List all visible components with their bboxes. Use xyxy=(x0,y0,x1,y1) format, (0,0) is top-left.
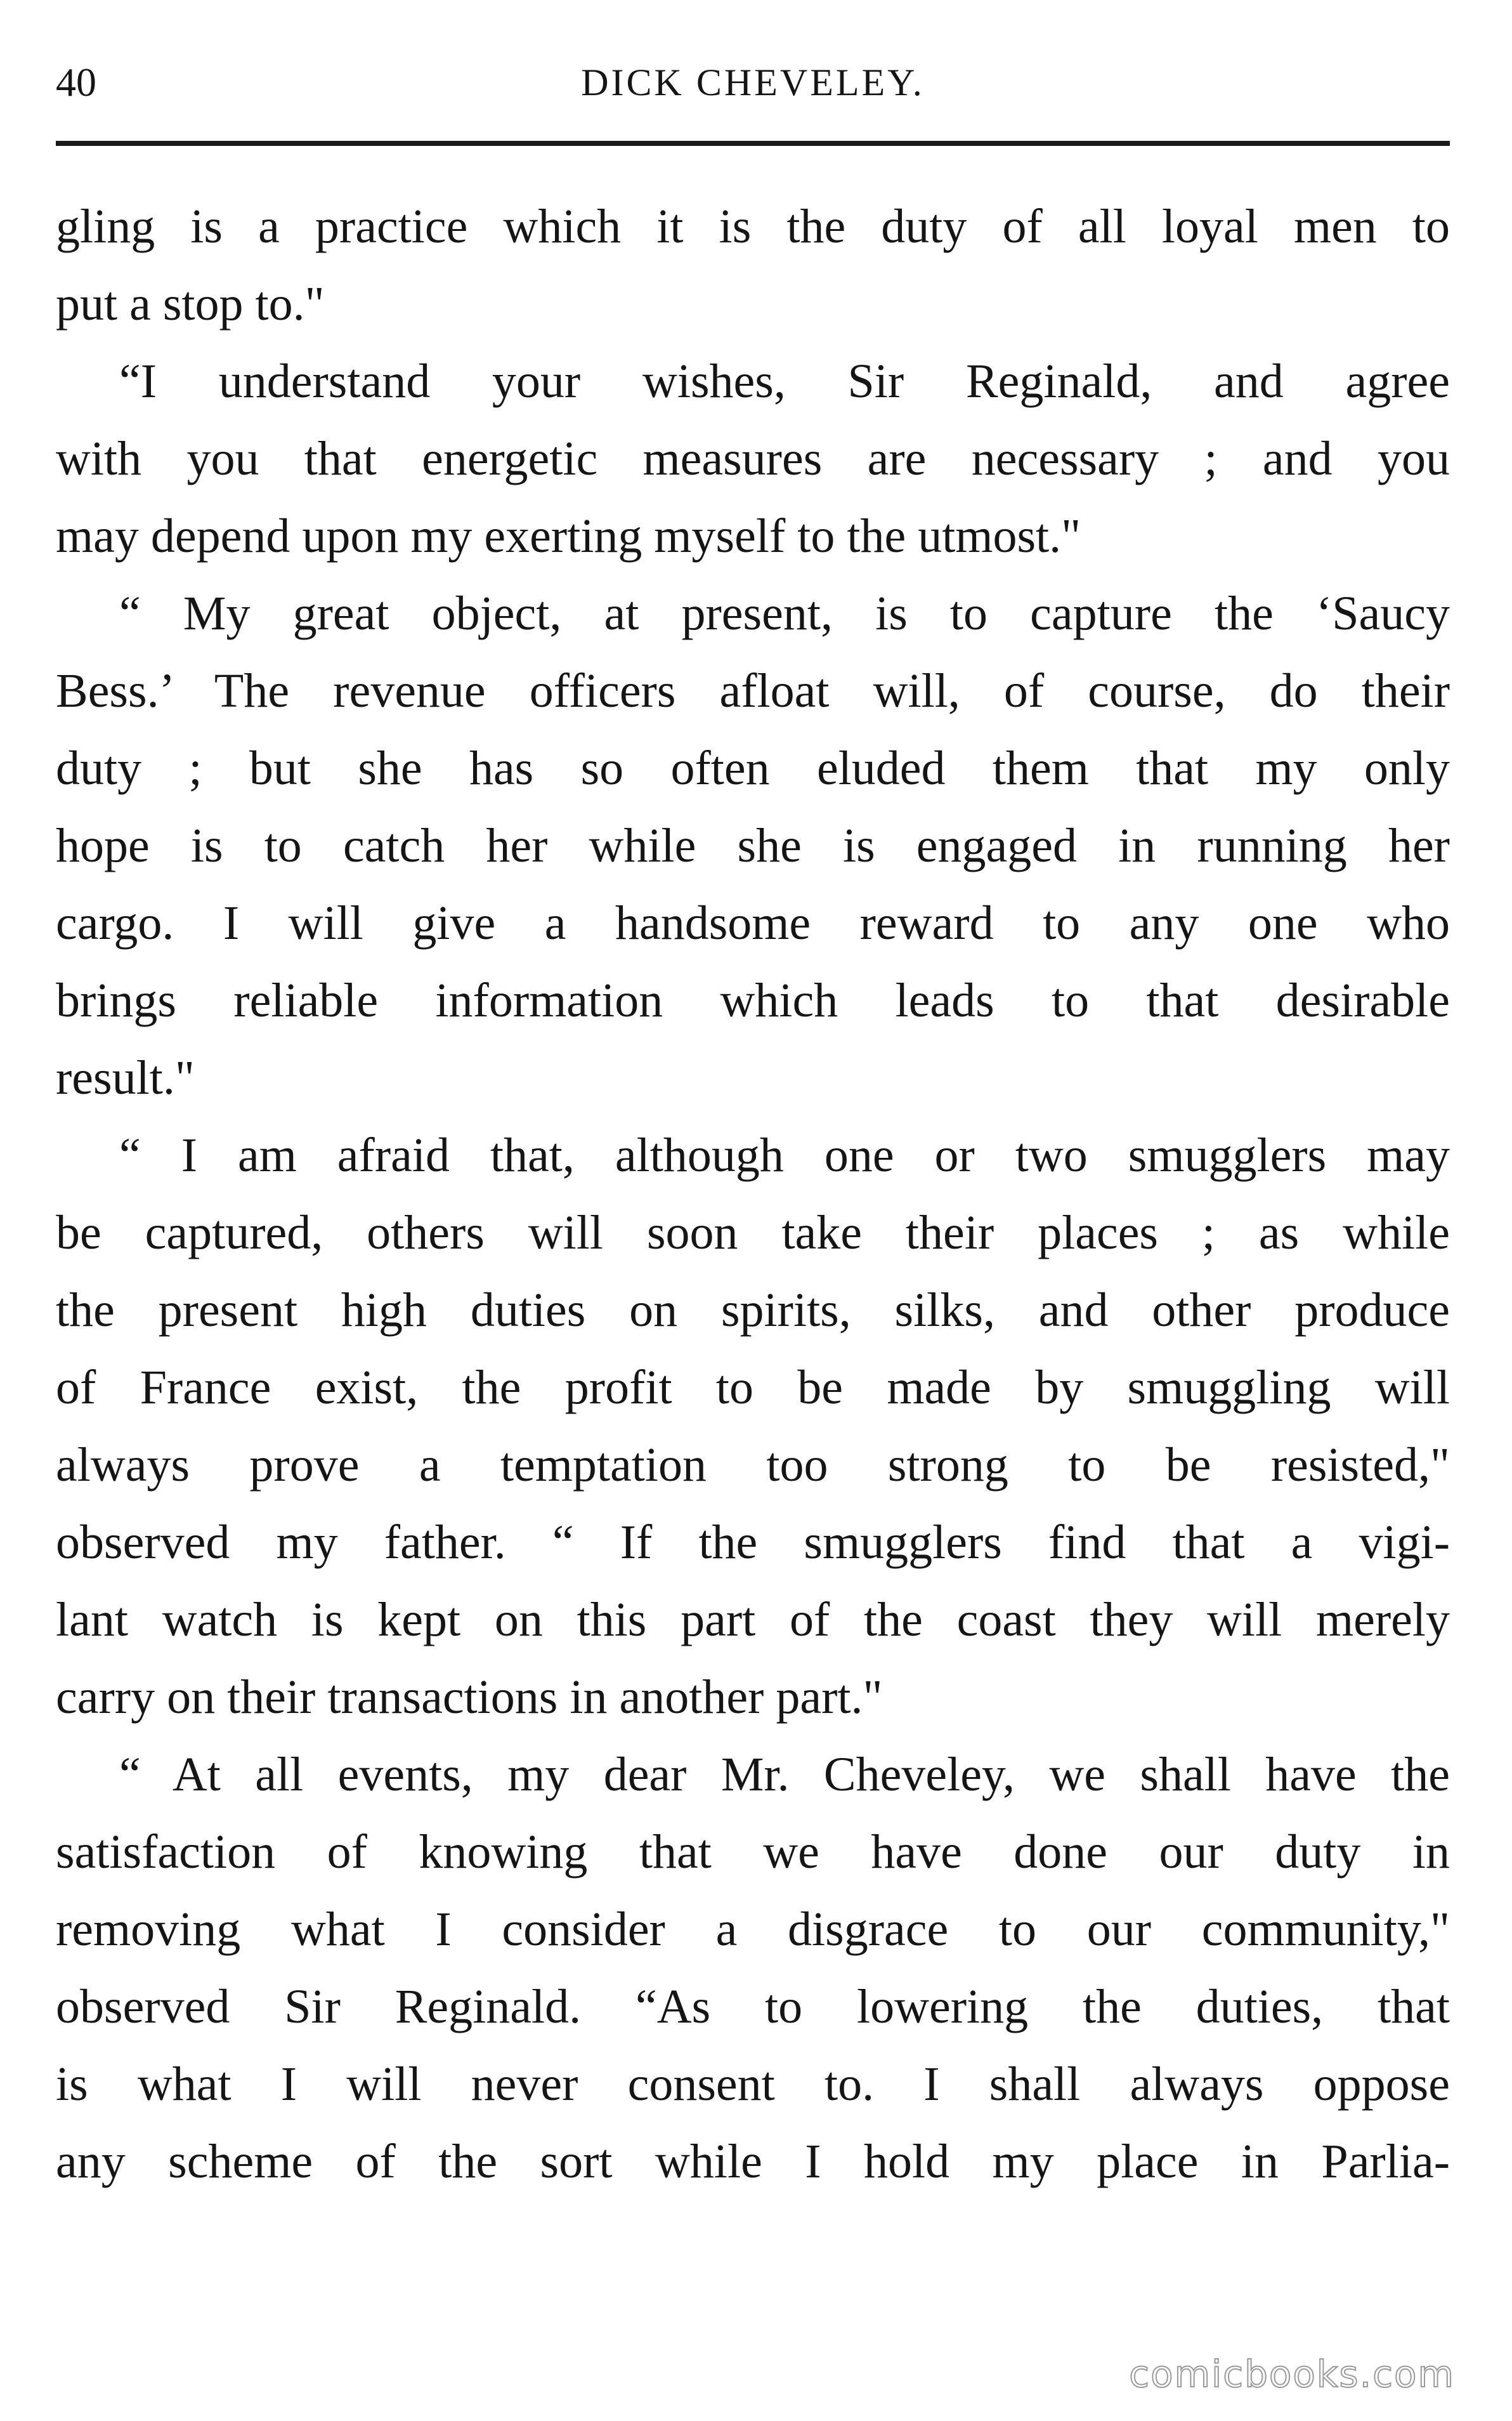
running-title: DICK CHEVELEY. xyxy=(581,62,925,103)
text-line: lant watch is kept on this part of the coast they will merely xyxy=(56,1593,1450,1646)
text-line: cargo. I will give a handsome reward to any one who xyxy=(56,896,1450,950)
text-line: observed Sir Reginald. “As to lowering the duties, that xyxy=(56,1980,1450,2033)
text-line: observed my father. “ If the smugglers find that a vigi- xyxy=(56,1516,1450,1569)
text-line: be captured, others will soon take their places ; as while xyxy=(56,1206,1450,1259)
text-line: gling is a practice which it is the duty of all loyal men to xyxy=(56,200,1450,253)
text-line: with you that energetic measures are necessary ; and you xyxy=(56,432,1450,485)
text-line: always prove a temptation too strong to be resisted," xyxy=(56,1438,1450,1492)
text-line: “ I am afraid that, although one or two smugglers may xyxy=(119,1129,1450,1182)
body-text xyxy=(56,188,1450,2200)
text-line: removing what I consider a disgrace to our community," xyxy=(56,1903,1450,1956)
text-line: “ My great object, at present, is to capture the ‘Saucy xyxy=(119,587,1450,640)
text-line: of France exist, the profit to be made by smuggling will xyxy=(56,1361,1450,1414)
text-line: is what I will never consent to. I shall always oppose xyxy=(56,2057,1450,2111)
text-line: carry on their transactions in another part." xyxy=(56,1670,883,1724)
text-line: put a stop to." xyxy=(56,277,325,331)
text-line: Bess.’ The revenue officers afloat will, of course, do their xyxy=(56,664,1450,718)
page-number: 40 xyxy=(56,60,96,105)
text-line: “I understand your wishes, Sir Reginald, and agree xyxy=(119,355,1450,408)
text-line: satisfaction of knowing that we have done our duty in xyxy=(56,1825,1450,1879)
text-line: the present high duties on spirits, silks, and other produce xyxy=(56,1283,1450,1337)
text-line: may depend upon my exerting myself to the utmost." xyxy=(56,509,1081,563)
text-line: result." xyxy=(56,1051,195,1105)
running-head xyxy=(56,51,1450,114)
watermark: comicbooks.com xyxy=(1129,2352,1455,2396)
text-line: brings reliable information which leads to that desirable xyxy=(56,974,1450,1027)
text-line: “ At all events, my dear Mr. Cheveley, we shall have the xyxy=(119,1748,1450,1801)
text-line: hope is to catch her while she is engaged in running her xyxy=(56,819,1450,872)
header-rule xyxy=(56,141,1450,146)
text-line: duty ; but she has so often eluded them that my only xyxy=(56,742,1450,795)
text-line: any scheme of the sort while I hold my place in Parlia- xyxy=(56,2135,1450,2188)
